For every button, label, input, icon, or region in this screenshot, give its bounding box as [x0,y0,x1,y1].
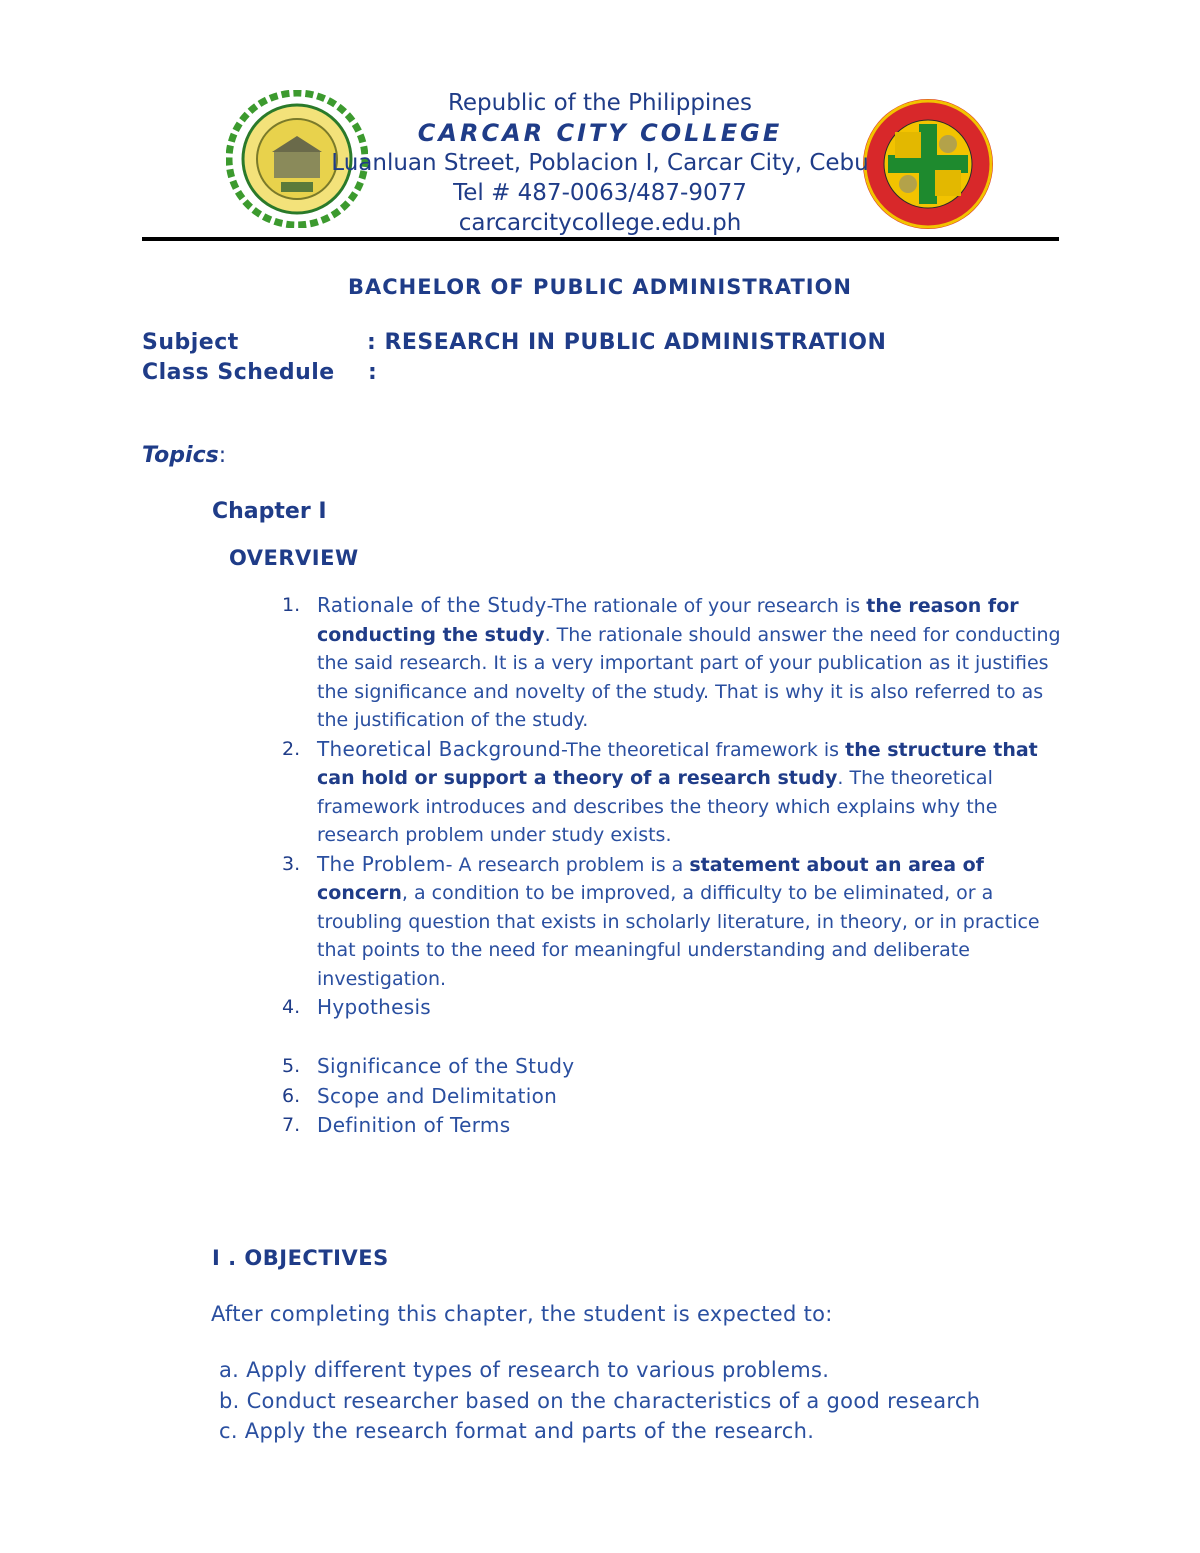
objective-item: b. Conduct researcher based on the characteristics of a good research [219,1388,981,1413]
item-title: Theoretical Background [317,736,562,761]
chapter-heading: Chapter I [212,499,327,524]
list-item [282,1082,1062,1112]
item-number: 3. [282,852,301,875]
objectives-intro: After completing this chapter, the student is expected to: [211,1302,833,1326]
list-item [282,850,1062,994]
item-number: 6. [282,1084,301,1107]
item-emphasis: the reason for conducting the study [317,595,1019,646]
item-number: 1. [282,594,301,616]
header-divider [142,237,1059,241]
item-text: -The rationale of your research is [546,595,867,617]
item-text: , a condition to be improved, a difficulty to be eliminated, or a troubling question that exists in scholarly literature, in theory, or in practice that points to the need for meaningful understanding and deliberate investigation. [317,882,1040,990]
website-line: carcarcitycollege.edu.ph [458,210,742,236]
class-schedule-value: : [368,360,378,385]
item-text: -The theoretical framework is [561,738,846,761]
item-emphasis: statement about an area of concern [317,853,984,904]
class-schedule-label: Class Schedule [142,360,335,385]
list-item [282,1052,1062,1082]
list-item [282,1111,1062,1141]
topics-list [282,591,1062,1023]
item-title: Scope and Delimitation [317,1083,558,1108]
item-title: The Problem [317,851,446,876]
overview-heading: OVERVIEW [229,546,359,570]
item-title: Definition of Terms [317,1113,511,1137]
list-item [282,735,1062,850]
list-item [282,993,1062,1023]
country-line: Republic of the Philippines [447,90,753,116]
item-emphasis: the structure that can hold or support a theory of a research study [317,738,1038,789]
item-text: . The rationale should answer the need for conducting the said research. It is a very important part of your publication as it justifies the significance and novelty of the study. That is why it is also referred to as the justification of the study. [317,623,1061,731]
college-name: CARCAR CITY COLLEGE [417,119,783,147]
item-number: 5. [282,1055,301,1077]
phone-line: Tel # 487-0063/487-9077 [453,180,747,206]
subject-label: Subject [142,330,239,355]
objectives-heading: I . OBJECTIVES [212,1246,389,1270]
item-title: Rationale of the Study [317,593,547,617]
topics-colon: : [218,443,227,468]
item-number: 2. [282,737,301,760]
list-item [282,591,1062,735]
address-line: Luanluan Street, Poblacion I, Carcar City, Cebu [331,150,869,176]
item-title: Significance of the Study [317,1054,575,1078]
item-number: 7. [282,1114,301,1136]
item-number: 4. [282,996,301,1018]
topics-heading [142,443,226,468]
objective-item: c. Apply the research format and parts of the research. [219,1419,815,1443]
topics-label: Topics [142,443,219,468]
program-title: BACHELOR OF PUBLIC ADMINISTRATION [347,275,853,299]
item-text: - A research problem is a [445,853,690,876]
objective-item: a. Apply different types of research to various problems. [219,1358,830,1382]
item-text: . The theoretical framework introduces and describes the theory which explains why the research problem under study exists. [317,767,998,846]
objectives-list [219,1355,980,1447]
item-title: Hypothesis [317,995,432,1019]
topics-list-continued [282,1052,1062,1141]
subject-value: : RESEARCH IN PUBLIC ADMINISTRATION [367,330,887,355]
